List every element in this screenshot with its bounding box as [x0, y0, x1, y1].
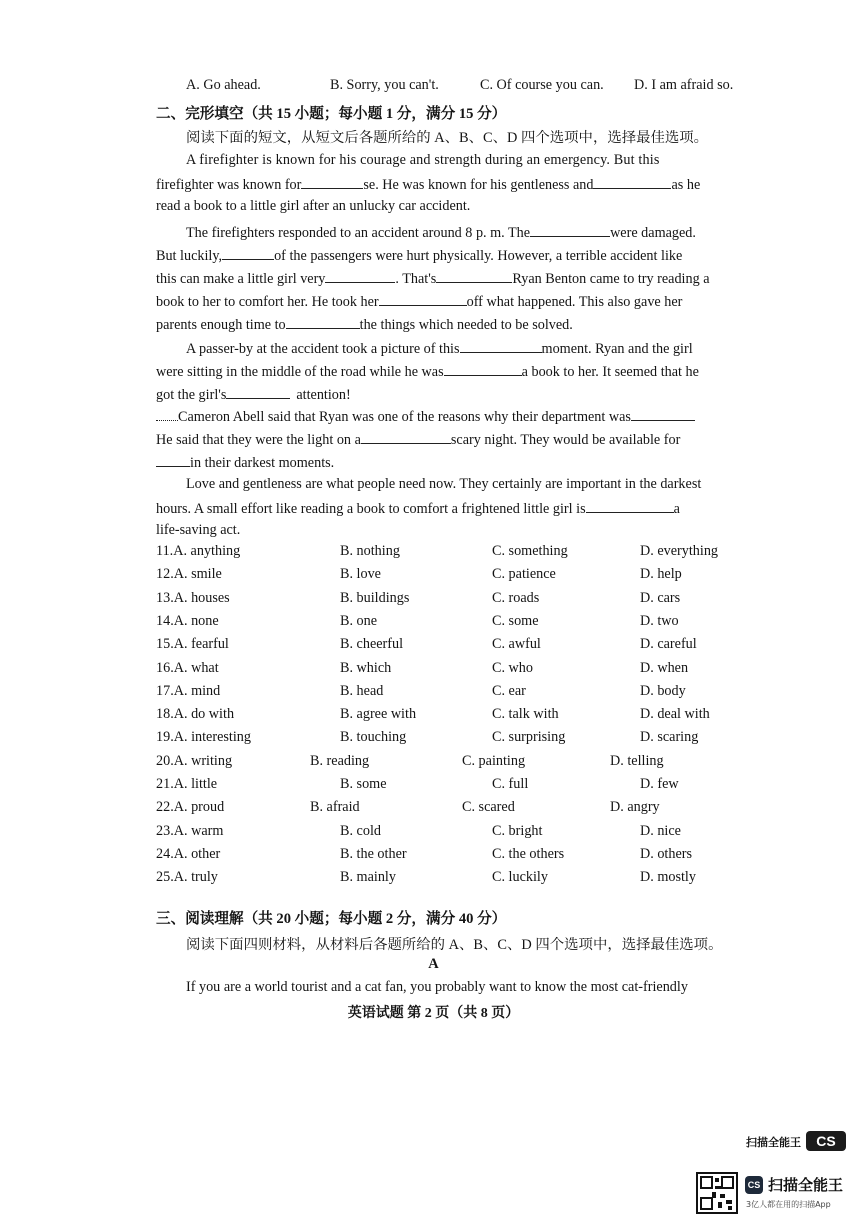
question-option-c: C. luckily	[492, 869, 548, 886]
question-option-a: 12.A. smile	[156, 566, 222, 583]
question-option-d: D. careful	[640, 636, 697, 653]
question-row	[156, 590, 756, 610]
question-row	[156, 613, 756, 633]
question-option-a: 19.A. interesting	[156, 729, 251, 746]
question-option-c: C. patience	[492, 566, 556, 583]
question-option-b: B. touching	[340, 729, 407, 746]
question-option-b: B. head	[340, 682, 384, 699]
scanner-stamp-text: 扫描全能王	[746, 1136, 801, 1149]
question-option-d: D. scaring	[640, 729, 699, 746]
question-row	[156, 869, 756, 889]
question-row	[156, 706, 756, 726]
qr-code-icon	[696, 1172, 738, 1214]
question-option-d: D. when	[640, 659, 689, 676]
question-option-a: 25.A. truly	[156, 869, 218, 886]
question-option-a: 22.A. proud	[156, 799, 225, 816]
question-option-d: D. few	[640, 776, 679, 792]
question-option-d: D. everything	[640, 543, 719, 559]
question-option-b: B. love	[340, 566, 381, 583]
question-option-d: D. cars	[640, 589, 681, 606]
question-option-c: C. painting	[462, 752, 526, 769]
passage-line: book to her to comfort her. He took her off what happened. This also gave her	[156, 291, 682, 311]
question-option-d: D. mostly	[640, 869, 696, 886]
question-option-c: C. talk with	[492, 706, 559, 723]
question-option-c: C. something	[492, 543, 568, 559]
question-option-b: B. which	[340, 659, 392, 676]
passage-line: But luckily, of the passengers were hurt physically. However, a terrible accident like	[156, 245, 682, 265]
question-option-b: B. afraid	[310, 799, 360, 816]
passage-line: A passer-by at the accident took a picture of this moment. Ryan and the girl	[186, 338, 693, 358]
cs-app-icon: CS	[745, 1176, 763, 1194]
question-option-c: C. awful	[492, 636, 541, 653]
question-row	[156, 729, 756, 749]
option-a: A. Go ahead.	[186, 77, 261, 93]
passage-line: The firefighters responded to an accident around 8 p. m. The were damaged.	[186, 222, 696, 242]
question-option-c: C. surprising	[492, 729, 566, 746]
question-option-a: 21.A. little	[156, 776, 218, 792]
passage-line: got the girl's attention!	[156, 384, 351, 404]
question-option-a: 16.A. what	[156, 659, 219, 676]
question-option-b: B. cheerful	[340, 636, 404, 653]
passage-line: Love and gentleness are what people need now. They certainly are important in the darkest	[186, 476, 702, 492]
question-row	[156, 753, 756, 773]
app-tagline: 3亿人都在用的扫描App	[746, 1200, 831, 1209]
question-option-c: C. full	[492, 776, 529, 792]
question-option-d: D. nice	[640, 822, 681, 839]
option-b: B. Sorry, you can't.	[330, 77, 439, 93]
question-option-a: 23.A. warm	[156, 822, 224, 839]
question-option-c: C. ear	[492, 682, 526, 699]
question-option-b: B. agree with	[340, 706, 417, 723]
passage-line: were sitting in the middle of the road while he was a book to her. It seemed that he	[156, 361, 699, 381]
app-name: 扫描全能王	[768, 1176, 844, 1194]
question-row	[156, 660, 756, 680]
section-3-heading: 三、阅读理解（共 20 小题；每小题 2 分，满分 40 分）	[156, 911, 507, 927]
passage-line: parents enough time to the things which needed to be solved.	[156, 314, 573, 334]
question-option-a: 15.A. fearful	[156, 636, 229, 653]
section-2-heading: 二、完形填空（共 15 小题；每小题 1 分，满分 15 分）	[156, 106, 507, 122]
passage-line: If you are a world tourist and a cat fan, you probably want to know the most cat-friendly	[186, 979, 688, 995]
question-option-a: 13.A. houses	[156, 589, 230, 606]
question-row	[156, 823, 756, 843]
question-option-c: C. scared	[462, 799, 515, 816]
question-option-b: B. reading	[310, 752, 370, 769]
question-option-b: B. some	[340, 776, 387, 792]
option-c: C. Of course you can.	[480, 77, 604, 93]
question-option-b: B. one	[340, 612, 378, 629]
question-option-d: D. help	[640, 566, 682, 583]
question-option-a: 14.A. none	[156, 612, 219, 629]
question-row	[156, 636, 756, 656]
passage-line: hours. A small effort like reading a book to comfort a frightened little girl is a	[156, 498, 680, 518]
option-d: D. I am afraid so.	[634, 77, 734, 93]
question-option-d: D. body	[640, 682, 686, 699]
question-row	[156, 683, 756, 703]
passage-line: A firefighter is known for his courage and strength during an emergency. But this	[186, 152, 660, 168]
question-option-a: 24.A. other	[156, 845, 221, 862]
page-footer: 英语试题 第 2 页（共 8 页）	[347, 1006, 520, 1021]
question-row	[156, 799, 756, 819]
question-option-d: D. two	[640, 612, 679, 629]
question-option-c: C. roads	[492, 589, 540, 606]
question-option-b: B. buildings	[340, 589, 410, 606]
question-option-a: 11.A. anything	[156, 543, 241, 559]
question-row	[156, 776, 756, 796]
passage-line: Cameron Abell said that Ryan was one of the reasons why their department was	[156, 406, 695, 426]
question-row	[156, 566, 756, 586]
section-2-instruction: 阅读下面的短文，从短文后各题所给的 A、B、C、D 四个选项中，选择最佳选项。	[186, 130, 709, 146]
question-option-b: B. mainly	[340, 869, 396, 886]
passage-line: He said that they were the light on a scary night. They would be available for	[156, 429, 680, 449]
question-option-c: C. the others	[492, 845, 565, 862]
section-3-instruction: 阅读下面四则材料，从材料后各题所给的 A、B、C、D 四个选项中，选择最佳选项。	[186, 937, 723, 953]
question-option-b: B. nothing	[340, 543, 400, 559]
question-option-c: C. bright	[492, 822, 543, 839]
part-label: A	[428, 956, 439, 972]
question-row	[156, 543, 756, 563]
passage-line: read a book to a little girl after an unlucky car accident.	[156, 198, 471, 214]
question-option-a: 17.A. mind	[156, 682, 221, 699]
question-option-d: D. others	[640, 845, 693, 862]
question-option-d: D. deal with	[640, 706, 710, 723]
question-option-a: 20.A. writing	[156, 752, 233, 769]
question-option-d: D. angry	[610, 799, 660, 816]
passage-line: in their darkest moments.	[156, 452, 334, 472]
question-option-b: B. the other	[340, 845, 407, 862]
question-row	[156, 846, 756, 866]
question-option-b: B. cold	[340, 822, 381, 839]
question-option-c: C. some	[492, 612, 539, 629]
passage-line: this can make a little girl very . That's Ryan Benton came to try reading a	[156, 268, 710, 288]
passage-line: life-saving act.	[156, 522, 241, 538]
question-option-c: C. who	[492, 659, 533, 676]
cs-logo-icon: CS	[806, 1131, 846, 1151]
question-option-d: D. telling	[610, 752, 664, 769]
question-option-a: 18.A. do with	[156, 706, 235, 723]
passage-line: firefighter was known for se. He was known for his gentleness and as he	[156, 174, 700, 194]
